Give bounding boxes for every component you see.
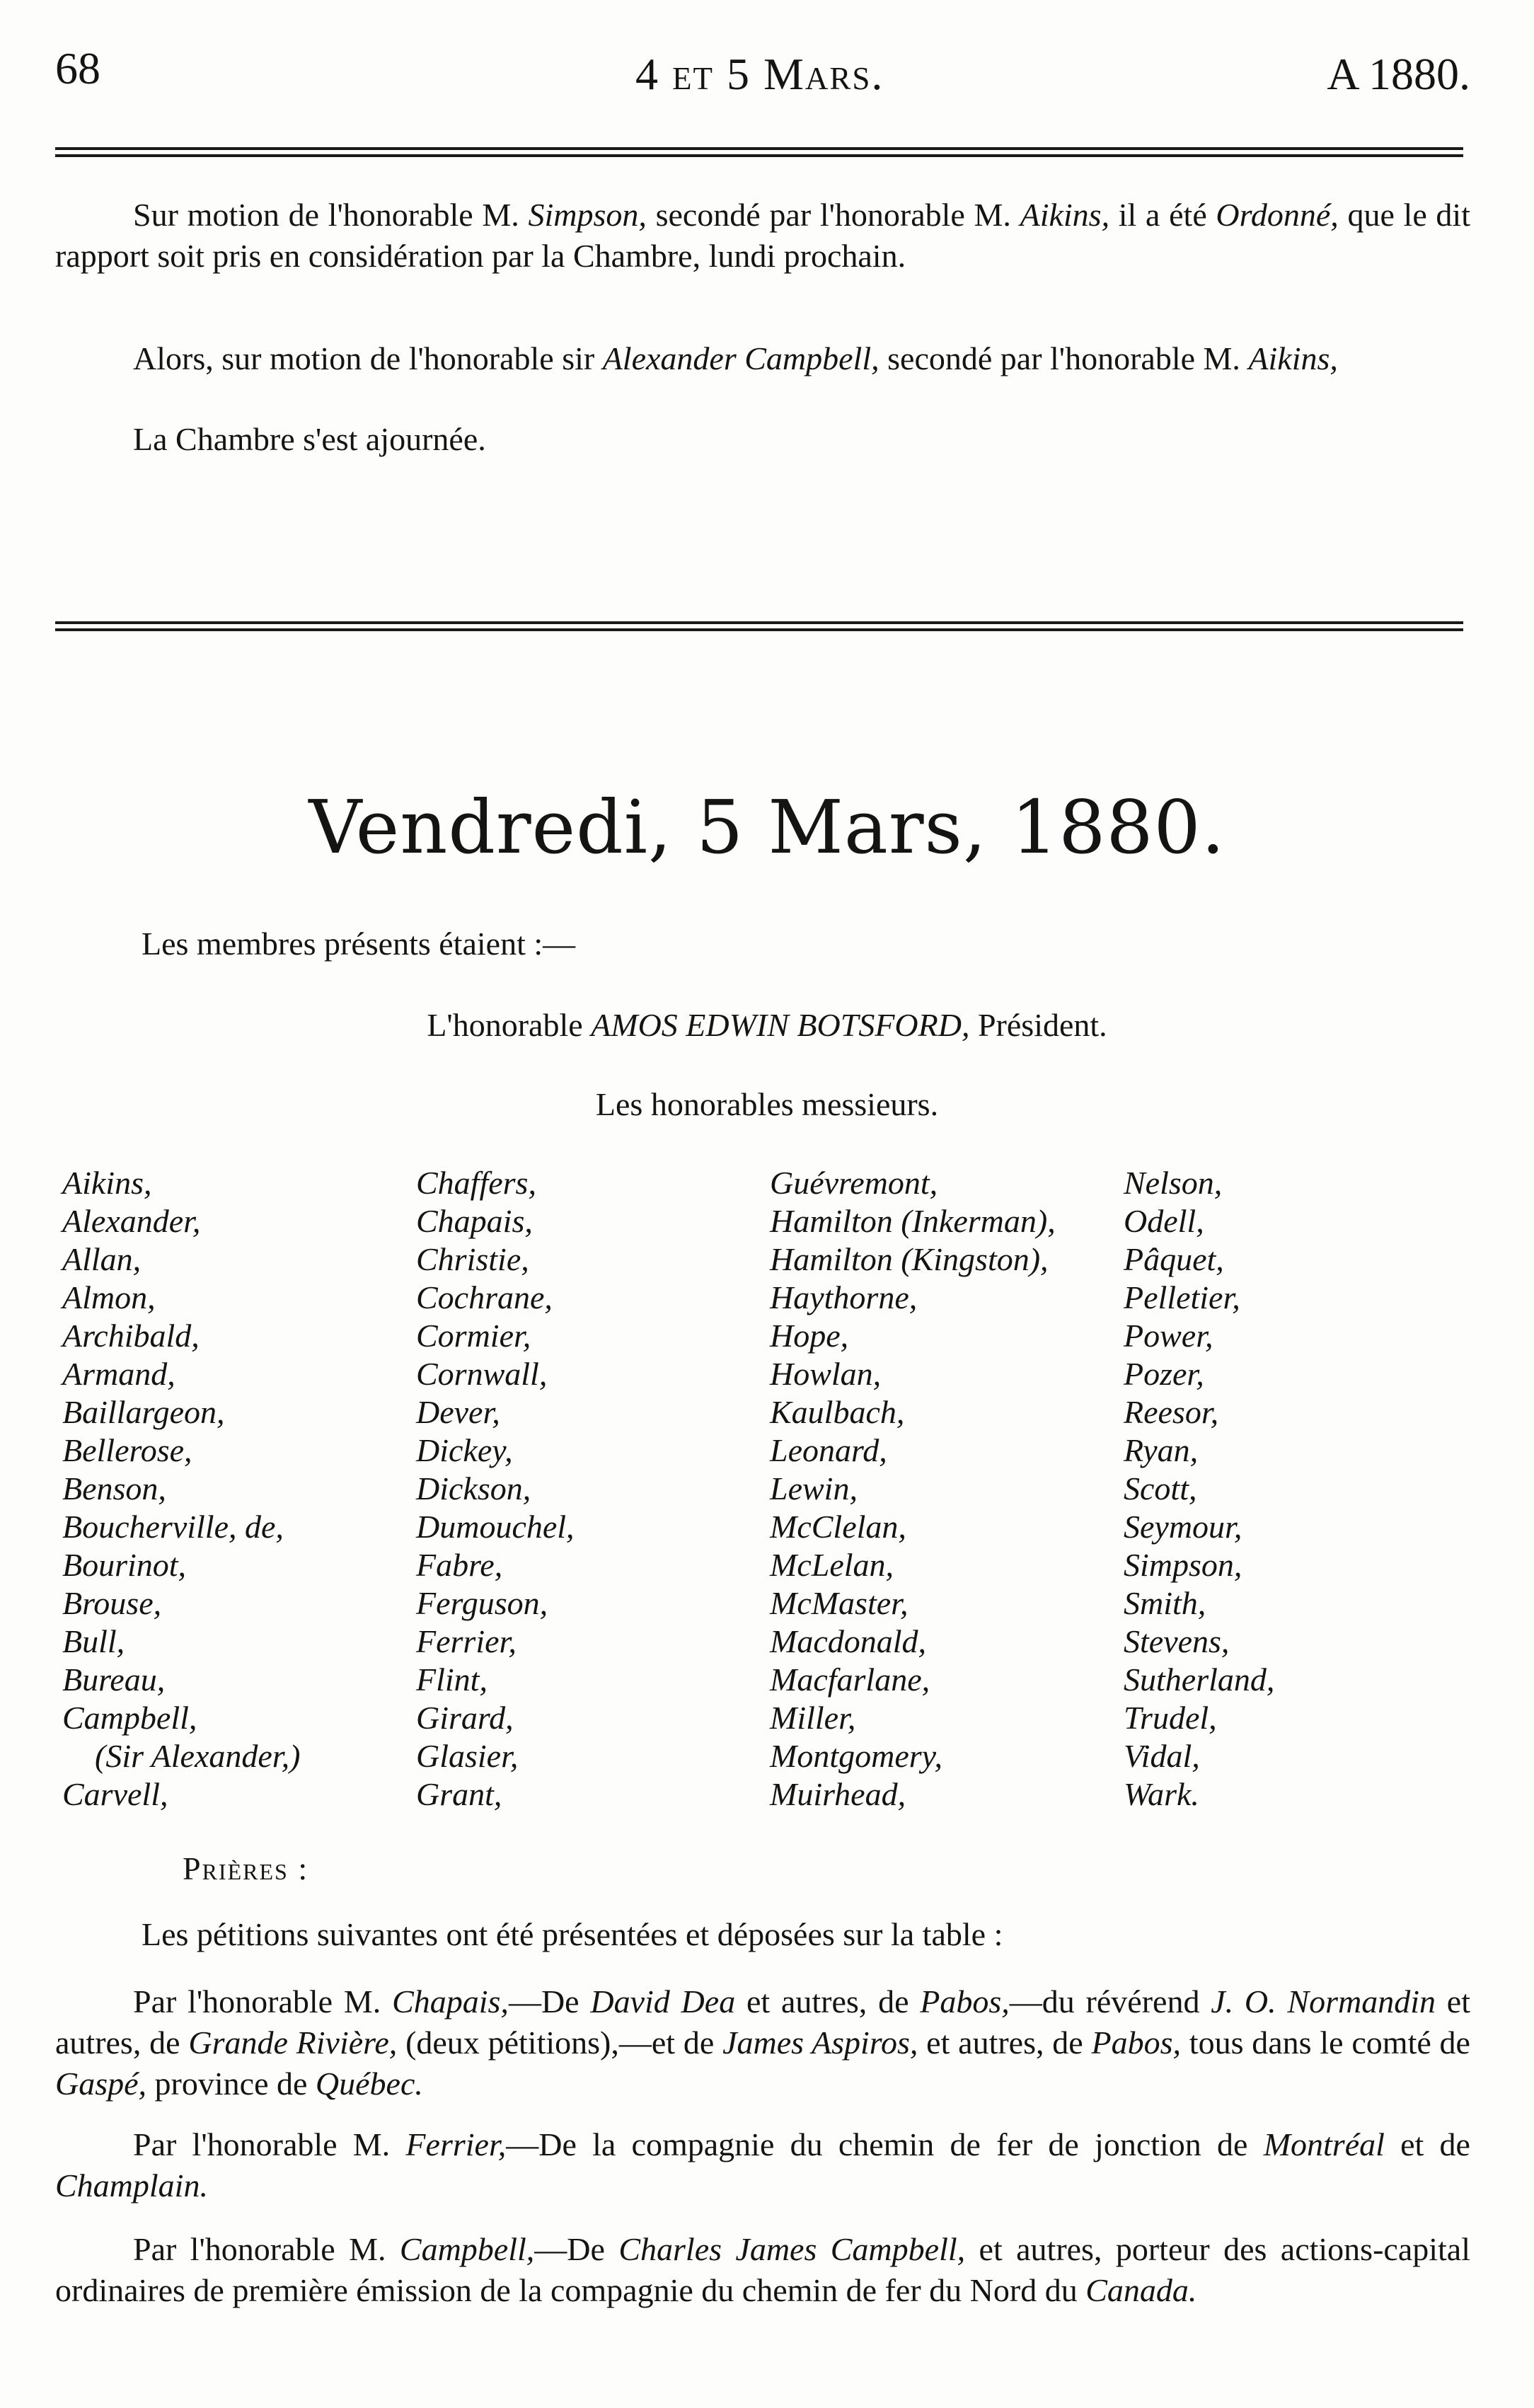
member-name: Archibald,	[62, 1318, 200, 1354]
running-header	[55, 42, 1470, 106]
motion-paragraph: Sur motion de l'honorable M. Simpson, secondé par l'honorable M. Aikins, il a été Ordonné, que le dit rapport soit pris en considération par la Chambre, lundi prochain.	[55, 197, 1470, 274]
page-number: 68	[55, 43, 100, 93]
member-name: Pelletier,	[1124, 1279, 1240, 1315]
prieres-heading: Prières :	[183, 1850, 309, 1886]
member-name: McLelan,	[770, 1547, 894, 1583]
member-name: Nelson,	[1124, 1165, 1223, 1201]
member-name: Chaffers,	[416, 1165, 536, 1201]
member-name: Simpson,	[1124, 1547, 1242, 1583]
member-name: Dumouchel,	[416, 1509, 575, 1545]
member-name: Howlan,	[770, 1356, 882, 1392]
member-name: Flint,	[416, 1661, 488, 1698]
header-dates: 4 et 5 Mars.	[635, 49, 884, 99]
member-name: Trudel,	[1124, 1700, 1217, 1736]
members-column-2	[416, 1164, 575, 1814]
member-name: Bourinot,	[62, 1547, 187, 1583]
petition-ferrier: Par l'honorable M. Ferrier,—De la compagnie du chemin de fer de jonction de Montréal et de Champlain.	[55, 2126, 1470, 2204]
members-column-1	[62, 1164, 300, 1814]
member-name: Ferrier,	[416, 1623, 517, 1659]
member-name: Brouse,	[62, 1585, 162, 1621]
members-column-3	[770, 1164, 1056, 1814]
member-name: Muirhead,	[770, 1776, 906, 1812]
member-name: Wark.	[1124, 1776, 1199, 1812]
member-name: Reesor,	[1124, 1394, 1219, 1430]
member-name: Benson,	[62, 1470, 166, 1507]
member-name: Bull,	[62, 1623, 125, 1659]
member-name: Boucherville, de,	[62, 1509, 284, 1545]
adjourned-line: La Chambre s'est ajournée.	[133, 421, 486, 457]
member-name: (Sir Alexander,)	[95, 1738, 301, 1774]
member-name: Montgomery,	[770, 1738, 943, 1774]
member-name: Macdonald,	[770, 1623, 927, 1659]
member-name: McMaster,	[770, 1585, 909, 1621]
member-name: Allan,	[62, 1241, 142, 1277]
members-column-4	[1124, 1164, 1274, 1814]
president-line: L'honorable AMOS EDWIN BOTSFORD, Président.	[427, 1007, 1107, 1043]
member-name: Stevens,	[1124, 1623, 1230, 1659]
member-name: Fabre,	[416, 1547, 503, 1583]
member-name: Alexander,	[62, 1203, 201, 1239]
petition-campbell: Par l'honorable M. Campbell,—De Charles James Campbell, et autres, porteur des actions-capital ordinaires de première émission de la compagnie du chemin de fer du Nord du Canada.	[55, 2231, 1470, 2308]
member-name: Dickson,	[416, 1470, 531, 1507]
member-name: Aikins,	[62, 1165, 152, 1201]
member-name: Haythorne,	[770, 1279, 918, 1315]
member-name: Hope,	[770, 1318, 849, 1354]
adjourn-motion-paragraph: Alors, sur motion de l'honorable sir Alexander Campbell, secondé par l'honorable M. Aikins,	[133, 340, 1338, 376]
member-name: Scott,	[1124, 1470, 1197, 1507]
member-name: Baillargeon,	[62, 1394, 225, 1430]
member-name: Hamilton (Inkerman),	[770, 1203, 1056, 1239]
member-name: Cornwall,	[416, 1356, 548, 1392]
member-name: Guévremont,	[770, 1165, 938, 1201]
member-name: Odell,	[1124, 1203, 1204, 1239]
member-name: Power,	[1124, 1318, 1213, 1354]
member-name: Seymour,	[1124, 1509, 1242, 1545]
petition-chapais: Par l'honorable M. Chapais,—De David Dea et autres, de Pabos,—du révérend J. O. Normandin et autres, de Grande Rivière, (deux pétitions),—et de James Aspiros, et autres, de Pabos, tous dans le comté de Gaspé, province de Québec.	[55, 1983, 1470, 2102]
member-name: Dever,	[416, 1394, 500, 1430]
member-name: Grant,	[416, 1776, 502, 1812]
member-name: Pâquet,	[1124, 1241, 1224, 1277]
member-name: Hamilton (Kingston),	[770, 1241, 1049, 1277]
member-name: Smith,	[1124, 1585, 1206, 1621]
member-name: Macfarlane,	[770, 1661, 930, 1698]
member-name: Bureau,	[62, 1661, 166, 1698]
member-name: Kaulbach,	[770, 1394, 905, 1430]
member-name: Miller,	[770, 1700, 856, 1736]
member-name: Armand,	[62, 1356, 175, 1392]
member-name: Bellerose,	[62, 1432, 192, 1468]
member-name: Ferguson,	[416, 1585, 548, 1621]
member-name: Cochrane,	[416, 1279, 553, 1315]
member-name: Glasier,	[416, 1738, 519, 1774]
member-name: Ryan,	[1124, 1432, 1199, 1468]
member-name: Vidal,	[1124, 1738, 1200, 1774]
section-rule	[55, 621, 1463, 633]
sitting-title: Vendredi, 5 Mars, 1880.	[308, 784, 1226, 870]
member-name: Sutherland,	[1124, 1661, 1275, 1698]
member-name: Leonard,	[770, 1432, 887, 1468]
header-year: A 1880.	[1327, 49, 1470, 99]
member-name: Almon,	[62, 1279, 156, 1315]
member-name: Cormier,	[416, 1318, 531, 1354]
header-rule	[55, 147, 1463, 159]
member-name: Christie,	[416, 1241, 529, 1277]
member-name: Chapais,	[416, 1203, 533, 1239]
member-name: Pozer,	[1124, 1356, 1204, 1392]
member-name: Lewin,	[770, 1470, 858, 1507]
member-name: Girard,	[416, 1700, 514, 1736]
honorables-line: Les honorables messieurs.	[595, 1086, 939, 1122]
members-intro: Les membres présents étaient :—	[142, 926, 576, 962]
member-name: McClelan,	[770, 1509, 906, 1545]
member-name: Carvell,	[62, 1776, 168, 1812]
member-name: Dickey,	[416, 1432, 513, 1468]
petitions-intro: Les pétitions suivantes ont été présentées et déposées sur la table :	[142, 1916, 1003, 1952]
member-name: Campbell,	[62, 1700, 197, 1736]
